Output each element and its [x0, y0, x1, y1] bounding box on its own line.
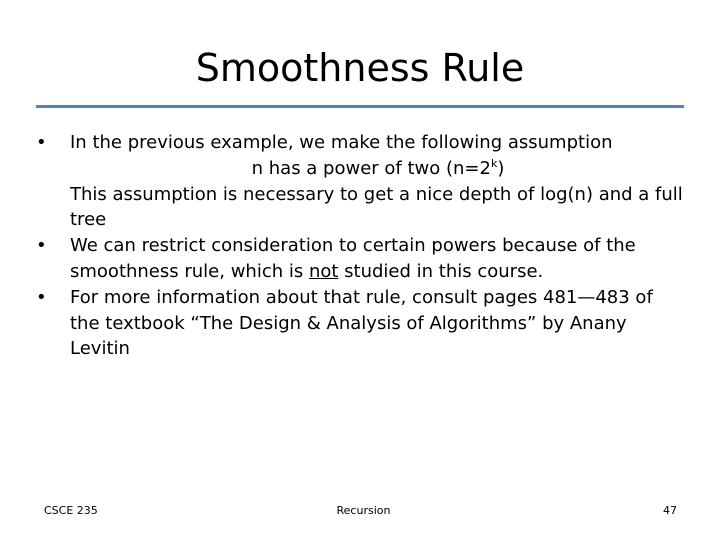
bullet-dot-icon: • [36, 235, 47, 257]
page-number: 47 [663, 504, 677, 517]
bullet-text-end: studied in this course. [338, 260, 544, 282]
assumption-line [36, 156, 686, 182]
bullet-item-3 [36, 285, 686, 362]
bullet-item-1 [36, 130, 686, 156]
slide-body [36, 130, 686, 362]
title-divider [36, 105, 684, 108]
bullet-text: In the previous example, we make the following assumption [70, 132, 613, 153]
bullet-item-2 [36, 233, 686, 285]
footer-topic: Recursion [336, 504, 391, 517]
underlined-word: not [308, 260, 339, 282]
bullet-text: We can restrict consideration to certain powers because of the smoothness rule, which is [70, 235, 636, 282]
assumption-explanation: This assumption is necessary to get a nice depth of log(n) and a full tree [70, 183, 683, 231]
footer-course: CSCE 235 [44, 504, 98, 517]
exponent: k [490, 156, 498, 170]
bullet-dot-icon: • [36, 286, 47, 308]
bullet-text: For more information about that rule, consult pages 481—483 of the textbook “The Design & Analysis of Algorithms” by Anany Levitin [70, 286, 653, 360]
assumption-text: n has a power of two (n=2 [251, 157, 491, 179]
assumption-close: ) [497, 157, 505, 179]
bullet-dot-icon: • [36, 132, 47, 153]
slide-title: Smoothness Rule [195, 46, 525, 90]
